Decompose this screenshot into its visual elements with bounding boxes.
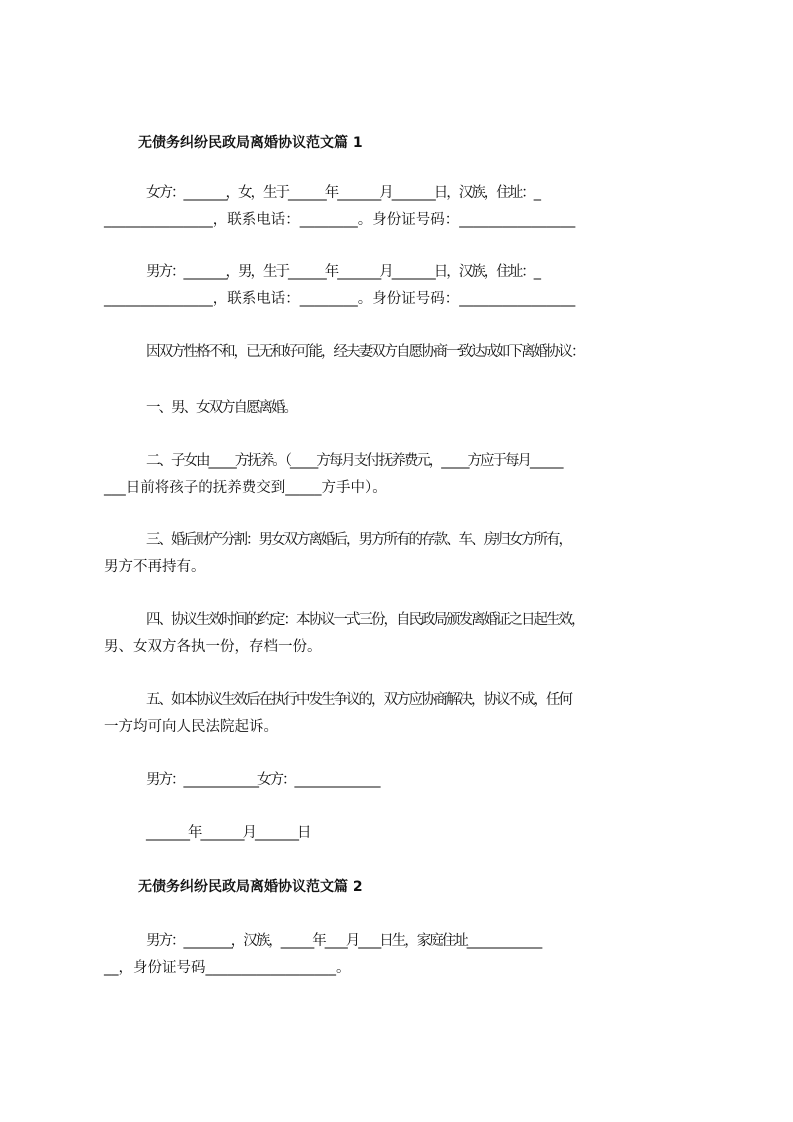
clause-2-line-1: 二、子女由_____方抚养。（_____方每月支付抚养费元，_____方应于每月______ xyxy=(146,453,562,469)
female-party-line-2: _______________，联系电话：________。身份证号码：________________ xyxy=(104,212,576,228)
female-party-paragraph xyxy=(104,180,704,234)
section-2-male-line-2: __，身份证号码__________________。 xyxy=(104,960,351,976)
clause-3-line-1: 三、婚后财产分割：男女双方离婚后，男方所有的存款、车、房归女方所有， xyxy=(146,532,571,548)
clause-2-paragraph xyxy=(104,448,704,502)
female-party-line-1: 女方：________，女，生于_______年________月________日，汉族，住址：_ xyxy=(146,185,539,201)
section-2-title: 无债务纠纷民政局离婚协议范文篇 2 xyxy=(138,879,363,895)
clause-4-line-1: 四、协议生效时间的约定：本协议一式三份，自民政局颁发离婚证之日起生效， xyxy=(146,612,584,628)
date-paragraph xyxy=(104,820,704,847)
clause-1-paragraph xyxy=(104,395,704,422)
clause-3-line-2: 男方不再持有。 xyxy=(104,559,206,575)
clause-4-paragraph xyxy=(104,607,704,661)
clause-5-line-1: 五、如本协议生效后在执行中发生争议的，双方应协商解决，协议不成，任何 xyxy=(146,692,571,708)
male-party-paragraph xyxy=(104,259,704,313)
section-2-male-line-1: 男方：_________，汉族，______年____月____日生，家庭住址______________ xyxy=(146,933,541,949)
reason-paragraph xyxy=(104,339,704,366)
male-party-line-1: 男方：________，男，生于_______年________月________日，汉族，住址：_ xyxy=(146,264,539,280)
signature-paragraph xyxy=(104,767,704,794)
clause-4-line-2: 男、女双方各执一份，存档一份。 xyxy=(104,639,322,655)
clause-3-paragraph xyxy=(104,527,704,581)
section-1-title: 无债务纠纷民政局离婚协议范文篇 1 xyxy=(138,135,363,151)
signature-line: 男方：______________女方：________________ xyxy=(146,772,379,788)
clause-1-line: 一、男、女双方自愿离婚。 xyxy=(146,400,296,416)
clause-2-line-2: ___日前将孩子的抚养费交到_____方手中）。 xyxy=(104,480,387,496)
clause-5-line-2: 一方均可向人民法院起诉。 xyxy=(104,719,278,735)
reason-line: 因双方性格不和，已无和好可能，经夫妻双方自愿协商一致达成如下离婚协议： xyxy=(146,344,584,360)
clause-5-paragraph xyxy=(104,687,704,741)
male-party-line-2: _______________，联系电话：________。身份证号码：________________ xyxy=(104,291,576,307)
section-2-male-paragraph xyxy=(104,928,704,982)
date-line: ________年________月________日 xyxy=(146,825,310,841)
